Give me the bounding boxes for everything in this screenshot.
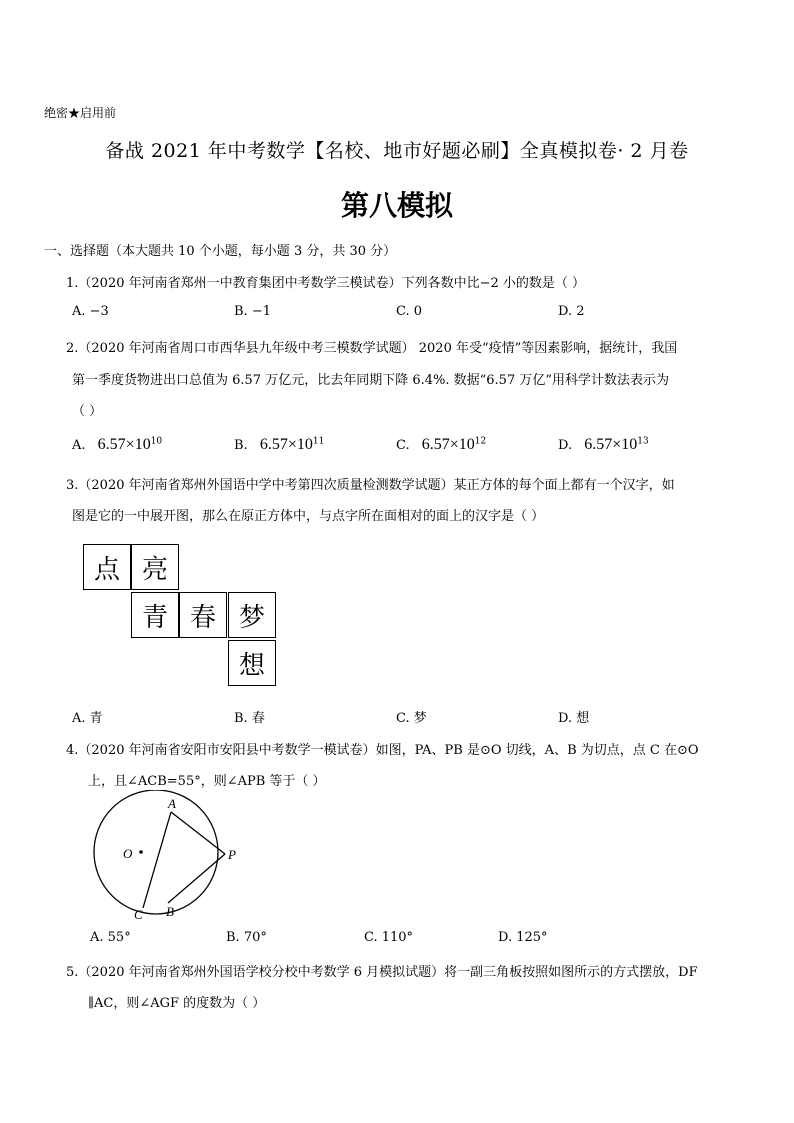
q4-option-a[interactable]: A. 55°: [90, 930, 131, 945]
net-cell-1: 点: [83, 544, 131, 590]
question-2-line-1: 2.（2020 年河南省周口市西华县九年级中考三模数学试题） 2020 年受“疫情”等因素影响，据统计，我国: [66, 341, 678, 356]
net-cell-4: 春: [179, 592, 227, 638]
label-p: P: [228, 847, 236, 862]
question-5-line-2: ∥AC，则∠AGF 的度数为（ ）: [88, 996, 266, 1011]
option-value: 6.57×10: [584, 436, 638, 453]
chord-ac: [143, 812, 171, 908]
net-cell-6: 想: [228, 640, 276, 686]
option-letter: B.: [234, 438, 248, 453]
label-o: O: [123, 846, 133, 861]
option-exponent: 12: [474, 436, 487, 447]
q3-option-a[interactable]: A. 青: [72, 711, 103, 726]
q4-option-c[interactable]: C. 110°: [364, 930, 414, 945]
q2-option-d[interactable]: [558, 436, 649, 454]
q4-option-b[interactable]: B. 70°: [226, 930, 267, 945]
question-2-line-3: （ ）: [72, 404, 103, 419]
option-value: 6.57×10: [421, 436, 475, 453]
option-letter: D.: [558, 438, 573, 453]
question-3-line-1: 3.（2020 年河南省郑州外国语中学中考第四次质量检测数学试题）某正方体的每个面上都有一个汉字，如: [66, 478, 675, 493]
secret-mark: 绝密★启用前: [44, 106, 117, 120]
option-value: 6.57×10: [97, 436, 151, 453]
question-4-line-2: 上，且∠ACB=55°，则∠APB 等于（ ）: [88, 774, 326, 789]
option-letter: A.: [72, 438, 86, 453]
option-exponent: 10: [150, 436, 163, 447]
question-4-line-1: 4.（2020 年河南省安阳市安阳县中考数学一模试卷）如图，PA、PB 是⊙O 切线，A、B 为切点，点 C 在⊙O: [66, 743, 699, 758]
label-b: B: [166, 904, 174, 919]
label-c: C: [134, 907, 143, 920]
question-1-stem: 1.（2020 年河南省郑州一中教育集团中考数学三模试卷）下列各数中比−2 小的数是（ ）: [66, 276, 586, 291]
q4-option-d[interactable]: D. 125°: [498, 930, 548, 945]
q2-option-a[interactable]: [72, 436, 162, 454]
tangent-pb: [168, 854, 225, 903]
option-letter: C.: [396, 438, 410, 453]
page-title: 第八模拟: [340, 189, 453, 222]
option-exponent: 13: [637, 436, 649, 447]
question-3-line-2: 图是它的一中展开图，那么在原正方体中，与点字所在面相对的面上的汉字是（ ）: [72, 509, 545, 524]
question-5-line-1: 5.（2020 年河南省郑州外国语学校分校中考数学 6 月模拟试题）将一副三角板按照如图所示的方式摆放，DF: [66, 965, 698, 980]
q3-option-b[interactable]: B. 春: [234, 711, 265, 726]
q2-option-b[interactable]: [234, 436, 324, 454]
circle-o: [94, 790, 218, 914]
circle-tangent-figure: [80, 790, 250, 920]
q1-option-d[interactable]: D. 2: [558, 304, 585, 319]
center-point: [139, 850, 143, 854]
section-heading: 一、选择题（本大题共 10 个小题，每小题 3 分，共 30 分）: [44, 244, 397, 259]
q3-option-d[interactable]: D. 想: [558, 711, 590, 726]
q2-option-c[interactable]: [396, 436, 486, 454]
q1-option-b[interactable]: B. −1: [234, 304, 271, 319]
net-cell-2: 亮: [131, 544, 179, 590]
q3-option-c[interactable]: C. 梦: [396, 711, 427, 726]
net-cell-5: 梦: [228, 592, 276, 638]
label-a: A: [168, 796, 176, 811]
option-exponent: 11: [312, 436, 325, 447]
question-2-line-2: 第一季度货物进出口总值为 6.57 万亿元，比去年同期下降 6.4%. 数据“6.57 万亿”用科学计数法表示为: [72, 373, 670, 388]
q1-option-c[interactable]: C. 0: [396, 304, 423, 319]
q1-option-a[interactable]: A. −3: [72, 304, 109, 319]
tangent-pa: [171, 812, 225, 854]
net-cell-3: 青: [131, 592, 179, 638]
option-value: 6.57×10: [259, 436, 313, 453]
exam-title: 备战 2021 年中考数学【名校、地市好题必刷】全真模拟卷· 2 月卷: [105, 140, 689, 162]
